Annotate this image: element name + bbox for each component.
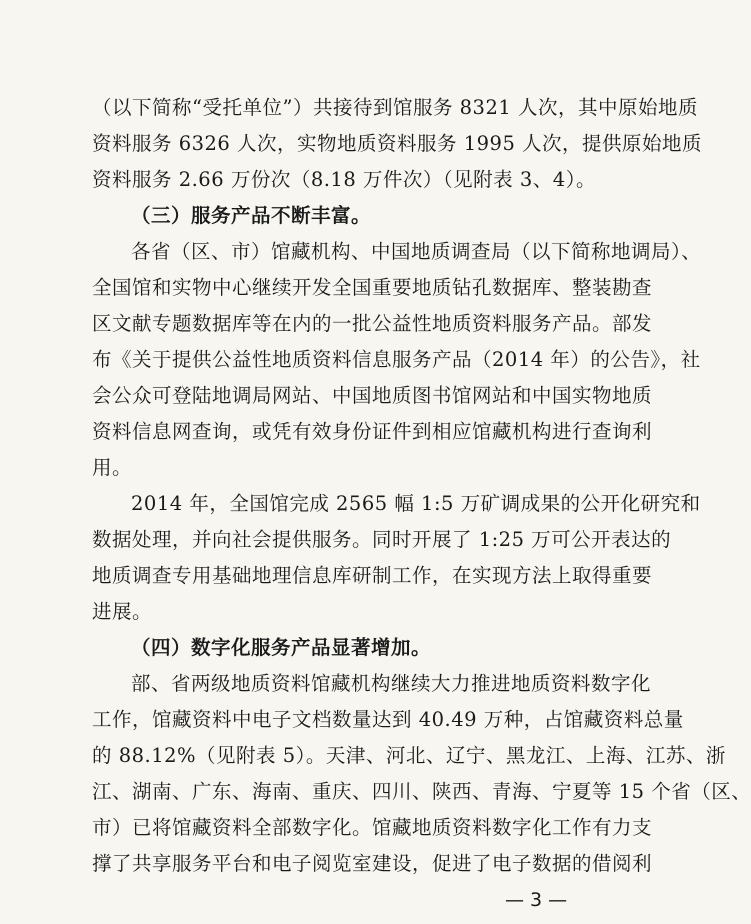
text-line: 地质调查专用基础地理信息库研制工作，在实现方法上取得重要	[92, 564, 653, 587]
text-line: 工作，馆藏资料中电子文档数量达到 40.49 万种，占馆藏资料总量	[92, 708, 684, 731]
text-line: 用。	[92, 456, 133, 479]
text-line: （以下简称“受托单位”）共接待到馆服务 8321 人次，其中原始地质	[92, 96, 698, 119]
text-line: 资料服务 2.66 万份次（8.18 万件次）（见附表 3、4）。	[92, 168, 596, 191]
section-heading: （四）数字化服务产品显著增加。	[131, 636, 432, 659]
text-line: 数据处理，并向社会提供服务。同时开展了 1:25 万可公开表达的	[92, 528, 672, 551]
text-line: 布《关于提供公益性地质资料信息服务产品（2014 年）的公告》，社	[92, 348, 701, 371]
text-line: 会公众可登陆地调局网站、中国地质图书馆网站和中国实物地质	[92, 384, 653, 407]
text-line: 撑了共享服务平台和电子阅览室建设，促进了电子数据的借阅利	[92, 852, 653, 875]
text-line: 资料信息网查询，或凭有效身份证件到相应馆藏机构进行查询利	[92, 420, 653, 443]
text-line: 进展。	[92, 600, 153, 623]
text-line: 部、省两级地质资料馆藏机构继续大力推进地质资料数字化	[131, 672, 652, 695]
text-line: 2014 年，全国馆完成 2565 幅 1:5 万矿调成果的公开化研究和	[131, 492, 701, 515]
text-line: 全国馆和实物中心继续开发全国重要地质钻孔数据库、整装勘查	[92, 276, 653, 299]
text-line: 资料服务 6326 人次，实物地质资料服务 1995 人次，提供原始地质	[92, 132, 703, 155]
text-line: 江、湖南、广东、海南、重庆、四川、陕西、青海、宁夏等 15 个省（区、	[92, 780, 751, 803]
text-line: 的 88.12%（见附表 5）。天津、河北、辽宁、黑龙江、上海、江苏、浙	[92, 744, 726, 767]
text-line: 区文献专题数据库等在内的一批公益性地质资料服务产品。部发	[92, 312, 653, 335]
section-heading: （三）服务产品不断丰富。	[131, 204, 372, 227]
text-line: 各省（区、市）馆藏机构、中国地质调查局（以下简称地调局）、	[131, 240, 702, 263]
page-number: — 3 —	[505, 889, 568, 911]
text-line: 市）已将馆藏资料全部数字化。馆藏地质资料数字化工作有力支	[92, 816, 653, 839]
